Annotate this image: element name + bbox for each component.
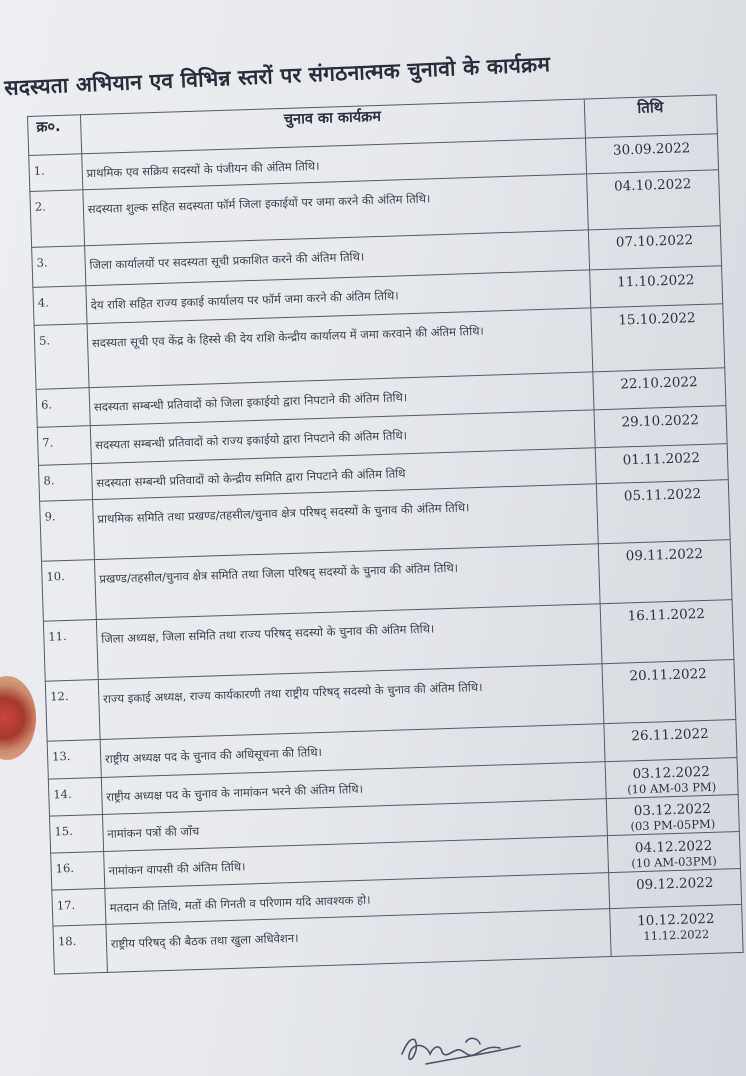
row-date-cell [608, 868, 742, 908]
row-date-cell [609, 904, 743, 956]
row-date-note: 11.12.2022 [643, 926, 710, 944]
row-serial: 11. [43, 620, 98, 682]
election-schedule-table [27, 94, 744, 974]
row-program: जिला अध्यक्ष, जिला समिति तथा राज्य परिषद् सदस्यो के चुनाव की अंतिम तिथि। [96, 604, 601, 680]
row-serial: 14. [48, 777, 102, 816]
row-date: 03.12.2022 [633, 800, 712, 820]
row-date: 29.10.2022 [621, 412, 700, 431]
row-date: 09.12.2022 [635, 874, 714, 894]
header-program: चुनाव का कार्यक्रम [80, 99, 585, 154]
row-serial: 2. [30, 190, 85, 248]
row-date-cell [590, 304, 724, 372]
row-program: सदस्यता सूची एव केंद्र के हिस्से की देय राशि केन्द्रीय कार्यालय में जमा करवाने की अंतिम तिथि। [87, 308, 592, 388]
row-date: 10.12.2022 [636, 910, 715, 930]
row-program: नामांकन पत्रों की जाँच [102, 799, 607, 852]
row-date-cell [586, 170, 720, 230]
header-serial: क्र०. [28, 115, 82, 156]
row-date-note: (10 AM-03PM) [631, 853, 717, 871]
row-date-note: (10 AM-03 PM) [626, 779, 717, 797]
row-date: 04.10.2022 [613, 176, 692, 195]
row-program: देय राशि सहित राज्य इकाई कार्यालय पर फॉर्म जमा करने की अंतिम तिथि। [86, 270, 591, 324]
row-date-cell [607, 831, 741, 872]
row-date: 30.09.2022 [612, 140, 691, 159]
row-date: 03.12.2022 [632, 763, 711, 783]
row-date-cell [588, 226, 722, 270]
table-body [29, 134, 743, 974]
row-serial: 8. [38, 464, 92, 502]
row-date-cell [596, 480, 730, 544]
row-date-cell [600, 600, 734, 664]
row-date-cell [598, 540, 732, 604]
row-date-cell [585, 134, 719, 174]
row-program: मतदान की तिथि, मतों की गिनती व परिणाम यदि आवश्यक हो। [105, 873, 610, 925]
row-serial: 1. [29, 154, 83, 192]
row-date-cell [594, 406, 728, 448]
row-program: प्रखण्ड/तहसील/चुनाव क्षेत्र समिति तथा जिला परिषद् सदस्यों के चुनाव की अंतिम तिथि। [94, 544, 599, 620]
row-program: राष्ट्रीय परिषद् की बैठक तथा खुला अधिवेशन। [106, 909, 611, 973]
row-program: प्राथमिक समिति तथा प्रखण्ड/तहसील/चुनाव क्षेत्र परिषद् सदस्यों के चुनाव की अंतिम तिथि। [92, 484, 597, 560]
row-date: 15.10.2022 [618, 310, 696, 329]
row-serial: 3. [32, 246, 86, 288]
row-serial: 15. [50, 814, 104, 853]
row-program: राज्य इकाई अध्यक्ष, राज्य कार्यकारणी तथा राष्ट्रीय परिषद् सदस्यो के चुनाव की अंतिम तिथि। [98, 664, 603, 740]
row-program: सदस्यता सम्बन्धी प्रतिवादों को राज्य इकाईयो द्वारा निपटाने की अंतिम तिथि। [90, 410, 595, 464]
row-program: प्राथमिक एव सक्रिय सदस्यों के पंजीयन की अंतिम तिथि। [82, 138, 587, 190]
row-date: 01.11.2022 [622, 450, 701, 469]
row-date: 04.12.2022 [634, 837, 713, 857]
row-date: 16.11.2022 [627, 605, 706, 625]
row-serial: 17. [52, 888, 106, 926]
schedule-table-wrap [27, 94, 744, 974]
row-program: सदस्यता सम्बन्धी प्रतिवादों को जिला इकाईयो द्वारा निपटाने की अंतिम तिथि। [89, 372, 594, 426]
heading-text: सदस्यता अभियान एव विभिन्न स्तरों पर संगठनात्मक चुनावो के कार्यक्रम [3, 52, 551, 100]
row-date-cell [602, 660, 736, 724]
row-program: जिला कार्यालयों पर सदस्यता सूची प्रकाशित करने की अंतिम तिथि। [84, 230, 589, 286]
row-date-note: (03 PM-05PM) [630, 816, 716, 834]
row-program: राष्ट्रीय अध्यक्ष पद के चुनाव की अधिसूचना की तिथि। [100, 724, 605, 778]
row-date-cell [603, 720, 737, 762]
header-date: तिथि [584, 95, 718, 138]
row-date: 22.10.2022 [620, 374, 698, 393]
row-serial: 4. [33, 286, 87, 326]
row-date: 07.10.2022 [615, 232, 694, 251]
row-serial: 10. [41, 560, 96, 622]
row-date: 09.11.2022 [625, 545, 704, 565]
row-serial: 18. [53, 924, 107, 974]
handwritten-signature [396, 1024, 526, 1070]
row-date: 05.11.2022 [623, 486, 702, 505]
row-date-cell [595, 444, 729, 484]
row-date: 26.11.2022 [631, 725, 709, 745]
row-serial: 5. [34, 324, 89, 390]
row-serial: 16. [51, 851, 105, 890]
row-serial: 7. [37, 426, 91, 466]
row-program: राष्ट्रीय अध्यक्ष पद के चुनाव के नामांकन भरने की अंतिम तिथि। [101, 762, 606, 815]
row-date-cell [605, 758, 739, 799]
row-program: सदस्यता शुल्क सहित सदस्यता फॉर्म जिला इकाईयों पर जमा करने की अंतिम तिथि। [83, 174, 588, 246]
row-date: 11.10.2022 [616, 272, 695, 291]
row-program: नामांकन वापसी की अंतिम तिथि। [103, 836, 608, 889]
row-serial: 6. [36, 388, 90, 428]
row-program: सदस्यता सम्बन्धी प्रतिवादों को केन्द्रीय समिति द्वारा निपटाने की अंतिम तिथि [91, 448, 596, 500]
row-serial: 13. [47, 740, 101, 780]
row-date-cell [592, 368, 726, 410]
row-date-cell [606, 794, 740, 835]
row-date-cell [589, 266, 723, 308]
row-serial: 9. [40, 500, 95, 562]
row-date: 20.11.2022 [629, 665, 708, 685]
row-serial: 12. [45, 680, 100, 742]
